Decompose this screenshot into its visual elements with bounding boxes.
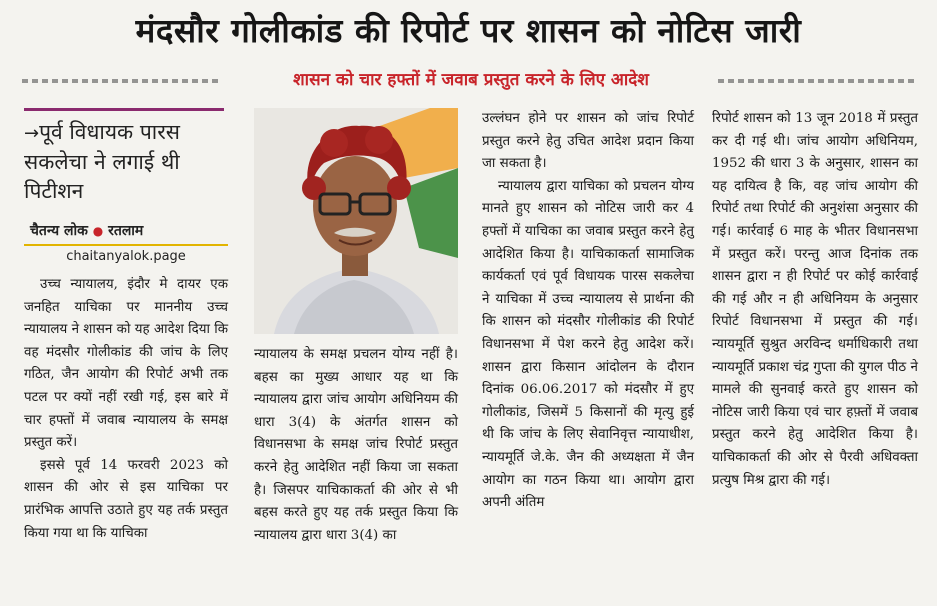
column-2 [254, 344, 458, 547]
paragraph: न्यायालय द्वारा याचिका को प्रचलन योग्य मानते हुए शासन को नोटिस जारी कर 4 हफ्तों में याचिका का जवाब प्रस्तुत करने हेतु आदेशित किया है। याचिकाकर्ता सामाजिक कार्यकर्ता एवं पूर्व विधायक पारस सकलेचा ने याचिका में उच्च न्यायालय से प्रार्थना की कि शासन को मंदसौर गोलीकांड की रिपोर्ट विधानसभा में पेश करने हेतु आदेश करें। शासन द्वारा किसान आंदोलन के दौरान दिनांक 06.06.2017 को मंदसौर में हुए गोलीकांड, जिसमें 5 किसानों की मृत्यु हुई थी कि जांच के लिए सेवानिवृत्त न्यायाधीश, न्यायमूर्ति जे.के. जैन की अध्यक्षता में जैन आयोग का गठन किया था। आयोग द्वारा अपनी अंतिम [482, 178, 694, 511]
paragraph: न्यायालय के समक्ष प्रचलन योग्य नहीं है। बहस का मुख्य आधार यह था कि न्यायालय द्वारा जांच आयोग अधिनियम की धारा 3(4) के अंतर्गत शासन को विधानसभा के समक्ष जांच रिपोर्ट प्रस्तुत करने हेतु आदेशित नहीं किया जा सकता है। जिसपर याचिकाकर्ता की ओर से भी बहस करते हुए यह तर्क प्रस्तुत किया कि न्यायालय द्वारा धारा 3(4) का [254, 347, 458, 543]
column-3 [482, 108, 694, 515]
subheadline: शासन को चार हफ्तों में जवाब प्रस्तुत करने के लिए आदेश [293, 70, 649, 90]
byline [30, 219, 226, 243]
headline: मंदसौर गोलीकांड की रिपोर्ट पर शासन को नोटिस जारी [135, 11, 802, 50]
pullquote [24, 118, 228, 206]
bullet-icon: ● [92, 224, 104, 238]
portrait-illustration [254, 108, 458, 334]
paragraph: उच्च न्यायालय, इंदौर मे दायर एक जनहित याचिका पर माननीय उच्च न्यायालय ने शासन को यह आदेश दिया कि वह मंदसौर गोलीकांड की जांच के लिए गठित, जैन आयोग की रिपोर्ट अभी तक पटल पर क्यों नहीं रखी गई, इस बारे में चार हफ्तों में जवाब न्यायालय के समक्ष प्रस्तुत करें। [24, 277, 228, 451]
portrait-photo [254, 108, 458, 334]
subheadline-bar [0, 66, 937, 94]
paragraph: इससे पूर्व 14 फरवरी 2023 को शासन की ओर से इस याचिका पर प्रारंभिक आपत्ति उठाते हुए यह तर्क प्रस्तुत किया गया था कि याचिका [24, 457, 228, 541]
ornamental-rule-right [718, 79, 916, 83]
arrow-icon: → [24, 123, 40, 144]
byline-paper: चैतन्य लोक [30, 223, 88, 239]
byline-place: रतलाम [108, 223, 144, 239]
paragraph: रिपोर्ट शासन को 13 जून 2018 में प्रस्तुत कर दी गई थी। जांच आयोग अधिनियम, 1952 की धारा 3 के अनुसार, शासन का यह दायित्व है कि, वह जांच आयोग की रिपोर्ट तथा रिपोर्ट की अनुशंसा अनुसार की गई। कार्रवाई 6 माह के भीतर विधानसभा में प्रस्तुत करें। परन्तु आज दिनांक तक शासन द्वारा न ही रिपोर्ट पर कोई कार्रवाई की गई और न ही अधिनियम के अनुसार रिपोर्ट विधानसभा में प्रस्तुत की गई। न्यायमूर्ति सुश्रुत अरविन्द धर्माधिकारी तथा न्यायमूर्ति प्रकाश चंद्र गुप्ता की युगल पीठ ने मामले की सुनवाई करते हुए शासन को नोटिस जारी किया एवं चार हफ़्तों में जवाब प्रस्तुत करने हेतु आदेशित किया है। याचिकाकर्ता की ओर से पैरवी अधिवक्ता प्रत्युष मिश्र द्वारा की गई। [712, 111, 918, 488]
paragraph: उल्लंघन होने पर शासन को जांच रिपोर्ट प्रस्तुत करने हेतु उचित आदेश प्रदान किया जा सकता है। [482, 111, 694, 172]
website: chaitanyalok.page [24, 244, 228, 268]
pullquote-top-rule [24, 108, 224, 111]
pullquote-text: पूर्व विधायक पारस सकलेचा ने लगाई थी पिटीशन [24, 120, 180, 203]
column-4 [712, 108, 918, 492]
column-1 [24, 274, 228, 545]
ornamental-rule-left [22, 79, 222, 83]
